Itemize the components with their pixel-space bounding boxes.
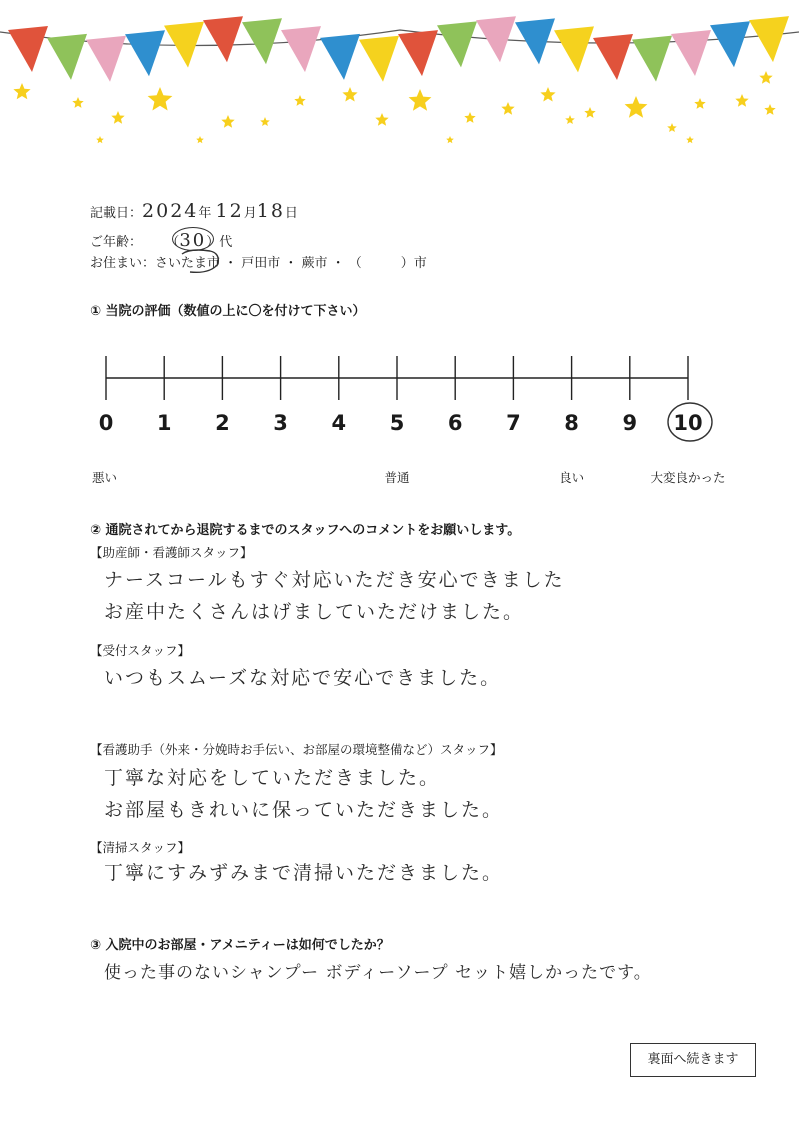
scale-label-good: 良い (559, 470, 585, 485)
scale-label-very-good: 大変良かった (650, 470, 726, 485)
comment-cleaning-line1: 丁寧にすみずみまで清掃いただきました。 (104, 862, 504, 884)
scale-number: 8 (564, 411, 579, 435)
star-icon (409, 89, 432, 111)
bunting-flag (554, 26, 594, 72)
star-icon (111, 111, 124, 124)
star-icon (464, 112, 475, 123)
bunting-flag (47, 34, 87, 80)
bunting-flag (476, 16, 516, 62)
date-year: 2024 (142, 200, 199, 222)
scale-number: 9 (622, 411, 638, 435)
residence-row (90, 252, 427, 271)
scale-number: 5 (389, 411, 405, 435)
comment-assistant-line2: お部屋もきれいに保っていただきました。 (104, 799, 504, 821)
section3-title: ③ 入院中のお部屋・アメニティーは如何でしたか？ (90, 938, 390, 953)
section1-title: ① 当院の評価（数値の上に〇を付けて下さい） (90, 304, 366, 319)
star-icon (584, 107, 595, 118)
scale-number: 4 (331, 411, 347, 435)
star-icon (694, 98, 705, 109)
bunting-flag (164, 22, 204, 68)
date-month: 12 (215, 200, 244, 222)
star-icon (565, 115, 575, 124)
star-icon (196, 136, 204, 143)
date-month-unit: 月 (243, 206, 257, 221)
group-heading-reception: 【受付スタッフ】 (90, 643, 191, 658)
age-value: 30 (179, 230, 207, 251)
residence-label: お住まい： (90, 256, 156, 271)
star-icon (13, 83, 30, 99)
star-icon (686, 136, 694, 143)
date-year-unit: 年 (198, 206, 212, 221)
scale-number: 0 (98, 411, 114, 435)
star-icon (72, 97, 83, 108)
age-close: ）代 (206, 235, 233, 250)
star-icon (446, 136, 454, 143)
age-open: （ (166, 235, 180, 250)
scale-label-normal: 普通 (384, 470, 410, 485)
residence-options: さいたま市 ・ 戸田市 ・ 蕨市 ・ （ ）市 (155, 256, 427, 271)
comment-midwife-line1: ナースコールもすぐ対応いただき安心できました (104, 569, 565, 591)
star-icon (735, 94, 748, 107)
bunting-flag (593, 34, 633, 80)
comment-reception-line1: いつもスムーズな対応で安心できました。 (104, 667, 502, 689)
star-icon (375, 113, 388, 126)
bunting-flag (125, 30, 165, 76)
scale-number: 1 (156, 411, 172, 435)
bunting-decoration (0, 0, 799, 160)
bunting-flag (710, 21, 750, 67)
scale-number: 3 (273, 411, 288, 435)
comment-midwife-line2: お産中たくさんはげましていただけました。 (104, 601, 525, 623)
group-heading-cleaning: 【清掃スタッフ】 (90, 840, 191, 855)
bunting-flag (242, 18, 282, 64)
bunting-flag (398, 30, 438, 76)
rating-scale (0, 340, 799, 500)
date-row (90, 200, 298, 222)
bunting-flag (671, 30, 711, 76)
bunting-flag (437, 21, 477, 67)
star-icon (625, 96, 648, 118)
star-icon (294, 95, 305, 106)
bunting-flag (320, 34, 360, 80)
date-label: 記載日： (90, 206, 143, 221)
scale-number: 2 (215, 411, 230, 435)
group-heading-assistant: 【看護助手（外来・分娩時お手伝い、お部屋の環境整備など）スタッフ】 (90, 742, 503, 757)
scale-number: 7 (506, 411, 521, 435)
residence-circle-mark (160, 246, 230, 276)
star-icon (667, 123, 677, 132)
star-icon (501, 102, 514, 115)
scale-number: 6 (447, 411, 463, 435)
date-day-unit: 日 (284, 206, 298, 221)
age-label: ご年齢： (90, 235, 143, 250)
bunting-flag (281, 26, 321, 72)
star-icon (96, 136, 104, 143)
bunting-flag (359, 36, 399, 82)
scale-number: 10 (673, 411, 703, 435)
star-icon (764, 104, 775, 115)
bunting-flag (8, 26, 48, 72)
star-icon (540, 87, 555, 102)
group-heading-midwife: 【助産師・看護師スタッフ】 (90, 545, 253, 560)
star-icon (148, 87, 173, 111)
star-icon (342, 87, 357, 102)
star-icon (759, 71, 772, 84)
bunting-flag (203, 16, 243, 62)
star-icon (221, 115, 234, 128)
continue-notice: 裏面へ続きます (630, 1043, 756, 1077)
section2-title: ② 通院されてから退院するまでのスタッフへのコメントをお願いします。 (90, 523, 521, 538)
date-day: 18 (256, 200, 285, 222)
scale-label-bad: 悪い (92, 470, 118, 485)
bunting-flag (86, 36, 126, 82)
bunting-flag (749, 16, 789, 62)
bunting-flag (632, 36, 672, 82)
section3-answer: 使った事のないシャンプー ボディーソープ セット嬉しかったです。 (104, 963, 652, 983)
comment-assistant-line1: 丁寧な対応をしていただきました。 (104, 767, 441, 789)
star-icon (260, 117, 270, 126)
